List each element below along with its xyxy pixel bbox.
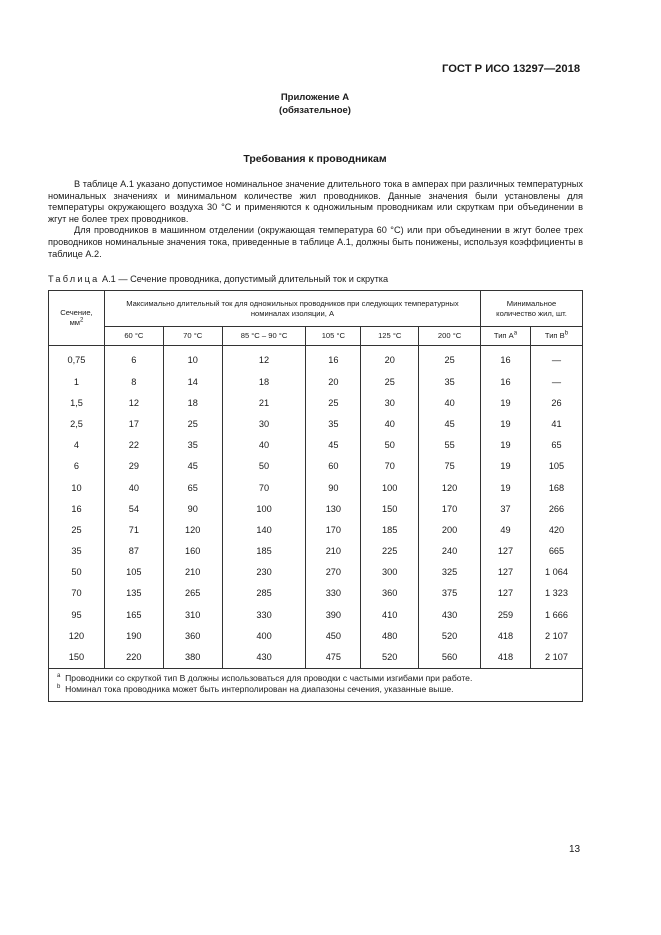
table-cell: 2 107 bbox=[530, 646, 582, 668]
cell-section: 4 bbox=[49, 435, 105, 456]
table-row bbox=[49, 392, 583, 413]
table-cell: 1 323 bbox=[530, 583, 582, 604]
table-cell: 45 bbox=[306, 435, 361, 456]
table-cell: 35 bbox=[306, 413, 361, 434]
table-cell: 40 bbox=[419, 392, 481, 413]
table-cell: 6 bbox=[104, 346, 163, 372]
table-cell: 560 bbox=[419, 646, 481, 668]
table-cell: 54 bbox=[104, 498, 163, 519]
table-cell: 165 bbox=[104, 604, 163, 625]
table-cell: 16 bbox=[481, 346, 531, 372]
cell-section: 16 bbox=[49, 498, 105, 519]
table-cell: 418 bbox=[481, 625, 531, 646]
header-temp: 85 °С – 90 °С bbox=[222, 327, 306, 346]
table-cell: 50 bbox=[361, 435, 419, 456]
table-cell: 19 bbox=[481, 456, 531, 477]
table-cell: 330 bbox=[222, 604, 306, 625]
standard-designation: ГОСТ Р ИСО 13297—2018 bbox=[442, 63, 581, 75]
table-cell: 25 bbox=[163, 413, 222, 434]
table-cell: 105 bbox=[104, 562, 163, 583]
table-cell: 270 bbox=[306, 562, 361, 583]
table-row bbox=[49, 519, 583, 540]
table-cell: 12 bbox=[222, 346, 306, 372]
table-row bbox=[49, 477, 583, 498]
section-title: Требования к проводникам bbox=[243, 153, 387, 165]
appendix-title: Приложение А bbox=[280, 92, 350, 103]
header-section: Сечение, $мм^2$ bbox=[49, 291, 105, 346]
table-cell: — bbox=[530, 371, 582, 392]
table-row bbox=[49, 625, 583, 646]
page-number: 13 bbox=[569, 844, 581, 855]
header-temp: 200 °С bbox=[419, 327, 481, 346]
table-row bbox=[49, 562, 583, 583]
table-note: $^a$ Проводники со скруткой тип В должны использоваться для проводки с частыми изгибами при работе. bbox=[57, 672, 473, 683]
table-cell: 22 bbox=[104, 435, 163, 456]
table-cell: 60 bbox=[306, 456, 361, 477]
table-cell: 190 bbox=[104, 625, 163, 646]
table-cell: 220 bbox=[104, 646, 163, 668]
table-cell: 19 bbox=[481, 435, 531, 456]
appendix-heading bbox=[0, 92, 630, 117]
cell-section: 50 bbox=[49, 562, 105, 583]
cell-section: 150 bbox=[49, 646, 105, 668]
cell-section: 10 bbox=[49, 477, 105, 498]
table-cell: 310 bbox=[163, 604, 222, 625]
table-notes bbox=[49, 668, 583, 701]
table-cell: 16 bbox=[306, 346, 361, 372]
table-cell: — bbox=[530, 346, 582, 372]
table-row bbox=[49, 583, 583, 604]
table-cell: 105 bbox=[530, 456, 582, 477]
table-cell: 45 bbox=[163, 456, 222, 477]
table-cell: 400 bbox=[222, 625, 306, 646]
table-cell: 17 bbox=[104, 413, 163, 434]
conductor-table bbox=[48, 290, 583, 702]
table-cell: 30 bbox=[361, 392, 419, 413]
table-cell: 90 bbox=[306, 477, 361, 498]
table-row bbox=[49, 371, 583, 392]
table-cell: 8 bbox=[104, 371, 163, 392]
table-cell: 41 bbox=[530, 413, 582, 434]
cell-section: 1 bbox=[49, 371, 105, 392]
table-cell: 87 bbox=[104, 541, 163, 562]
table-cell: 450 bbox=[306, 625, 361, 646]
table-cell: 90 bbox=[163, 498, 222, 519]
table-cell: 12 bbox=[104, 392, 163, 413]
cell-section: 35 bbox=[49, 541, 105, 562]
table-cell: 35 bbox=[419, 371, 481, 392]
header-type-a: Тип $А^a$ bbox=[481, 327, 531, 346]
table-cell: 18 bbox=[163, 392, 222, 413]
body-text bbox=[48, 179, 583, 260]
table-cell: 200 bbox=[419, 519, 481, 540]
table-cell: 360 bbox=[163, 625, 222, 646]
table-cell: 418 bbox=[481, 646, 531, 668]
table-cell: 150 bbox=[361, 498, 419, 519]
table-cell: 210 bbox=[163, 562, 222, 583]
table-cell: 65 bbox=[530, 435, 582, 456]
cell-section: 120 bbox=[49, 625, 105, 646]
table-cell: 520 bbox=[419, 625, 481, 646]
table-cell: 29 bbox=[104, 456, 163, 477]
table-cell: 259 bbox=[481, 604, 531, 625]
cell-section: 70 bbox=[49, 583, 105, 604]
table-cell: 265 bbox=[163, 583, 222, 604]
table-cell: 330 bbox=[306, 583, 361, 604]
table-cell: 240 bbox=[419, 541, 481, 562]
table-cell: 1 064 bbox=[530, 562, 582, 583]
table-cell: 380 bbox=[163, 646, 222, 668]
table-row bbox=[49, 541, 583, 562]
table-cell: 21 bbox=[222, 392, 306, 413]
table-cell: 55 bbox=[419, 435, 481, 456]
table-cell: 18 bbox=[222, 371, 306, 392]
table-note: $^b$ Номинал тока проводника может быть интерполирован на диапазоны сечения, указанные выше. bbox=[57, 683, 454, 694]
table-cell: 20 bbox=[306, 371, 361, 392]
table-cell: 120 bbox=[163, 519, 222, 540]
paragraph: В таблице А.1 указано допустимое номинальное значение длительного тока в амперах при различных температурных номинальных значениях и минимальном количестве жил проводников. Данные значения были установлены для температуры окружающего воздуха 30 °С и применяются к одножильным проводникам или скруткам при объединении в жгут не более трех проводников. bbox=[48, 179, 583, 224]
header-max-current: Максимально длительный ток для одножильных проводников при следующих температурных номиналах изоляции, А bbox=[104, 291, 480, 327]
table-row bbox=[49, 604, 583, 625]
cell-section: 25 bbox=[49, 519, 105, 540]
paragraph: Для проводников в машинном отделении (окружающая температура 60 °С) или при объединении в жгут более трех проводников номинальные значения тока, приведенные в таблице А.1, должны быть понижены, используя коэффициенты в таблице А.2. bbox=[48, 225, 583, 259]
table-row bbox=[49, 646, 583, 668]
header-temp: 60 °С bbox=[104, 327, 163, 346]
table-cell: 127 bbox=[481, 562, 531, 583]
table-cell: 375 bbox=[419, 583, 481, 604]
table-cell: 100 bbox=[222, 498, 306, 519]
table-cell: 25 bbox=[419, 346, 481, 372]
table-cell: 71 bbox=[104, 519, 163, 540]
table-cell: 40 bbox=[104, 477, 163, 498]
header-temp: 125 °С bbox=[361, 327, 419, 346]
table-cell: 325 bbox=[419, 562, 481, 583]
table-cell: 135 bbox=[104, 583, 163, 604]
table-cell: 230 bbox=[222, 562, 306, 583]
table-cell: 127 bbox=[481, 541, 531, 562]
table-cell: 2 107 bbox=[530, 625, 582, 646]
table-cell: 19 bbox=[481, 413, 531, 434]
table-cell: 210 bbox=[306, 541, 361, 562]
table-cell: 70 bbox=[222, 477, 306, 498]
header-type-b: Тип $В^b$ bbox=[530, 327, 582, 346]
table-cell: 160 bbox=[163, 541, 222, 562]
table-cell: 170 bbox=[306, 519, 361, 540]
table-cell: 1 666 bbox=[530, 604, 582, 625]
table-cell: 100 bbox=[361, 477, 419, 498]
table-cell: 170 bbox=[419, 498, 481, 519]
table-cell: 285 bbox=[222, 583, 306, 604]
table-cell: 37 bbox=[481, 498, 531, 519]
table-cell: 185 bbox=[361, 519, 419, 540]
table-cell: 266 bbox=[530, 498, 582, 519]
table-cell: 25 bbox=[306, 392, 361, 413]
table-cell: 75 bbox=[419, 456, 481, 477]
table-cell: 475 bbox=[306, 646, 361, 668]
table-caption bbox=[48, 274, 388, 284]
table-cell: 19 bbox=[481, 477, 531, 498]
table-cell: 16 bbox=[481, 371, 531, 392]
table-cell: 168 bbox=[530, 477, 582, 498]
table-cell: 127 bbox=[481, 583, 531, 604]
table-cell: 25 bbox=[361, 371, 419, 392]
table-cell: 430 bbox=[222, 646, 306, 668]
appendix-subtitle: (обязательное) bbox=[279, 104, 351, 116]
cell-section: 1,5 bbox=[49, 392, 105, 413]
table-cell: 480 bbox=[361, 625, 419, 646]
table-cell: 49 bbox=[481, 519, 531, 540]
header-min-strands: Минимальное количество жил, шт. bbox=[481, 291, 583, 327]
table-cell: 185 bbox=[222, 541, 306, 562]
table-caption-prefix: Таблица bbox=[48, 274, 100, 284]
table-cell: 26 bbox=[530, 392, 582, 413]
table-row bbox=[49, 456, 583, 477]
table-cell: 430 bbox=[419, 604, 481, 625]
table-cell: 40 bbox=[222, 435, 306, 456]
table-cell: 45 bbox=[419, 413, 481, 434]
table-cell: 30 bbox=[222, 413, 306, 434]
table-cell: 19 bbox=[481, 392, 531, 413]
table-row bbox=[49, 498, 583, 519]
header-temp: 70 °С bbox=[163, 327, 222, 346]
table-cell: 300 bbox=[361, 562, 419, 583]
table-row bbox=[49, 346, 583, 372]
table-cell: 10 bbox=[163, 346, 222, 372]
table-cell: 50 bbox=[222, 456, 306, 477]
table-cell: 410 bbox=[361, 604, 419, 625]
cell-section: 6 bbox=[49, 456, 105, 477]
table-cell: 14 bbox=[163, 371, 222, 392]
table-cell: 20 bbox=[361, 346, 419, 372]
table-row bbox=[49, 435, 583, 456]
table-cell: 65 bbox=[163, 477, 222, 498]
table-cell: 140 bbox=[222, 519, 306, 540]
table-cell: 70 bbox=[361, 456, 419, 477]
table-cell: 35 bbox=[163, 435, 222, 456]
cell-section: 2,5 bbox=[49, 413, 105, 434]
cell-section: 95 bbox=[49, 604, 105, 625]
table-cell: 420 bbox=[530, 519, 582, 540]
table-cell: 225 bbox=[361, 541, 419, 562]
table-row bbox=[49, 413, 583, 434]
table-cell: 120 bbox=[419, 477, 481, 498]
table-cell: 130 bbox=[306, 498, 361, 519]
header-temp: 105 °С bbox=[306, 327, 361, 346]
table-cell: 520 bbox=[361, 646, 419, 668]
cell-section: 0,75 bbox=[49, 346, 105, 372]
table-caption-text: А.1 — Сечение проводника, допустимый длительный ток и скрутка bbox=[102, 274, 389, 284]
table-cell: 390 bbox=[306, 604, 361, 625]
table-cell: 360 bbox=[361, 583, 419, 604]
table-cell: 665 bbox=[530, 541, 582, 562]
table-cell: 40 bbox=[361, 413, 419, 434]
